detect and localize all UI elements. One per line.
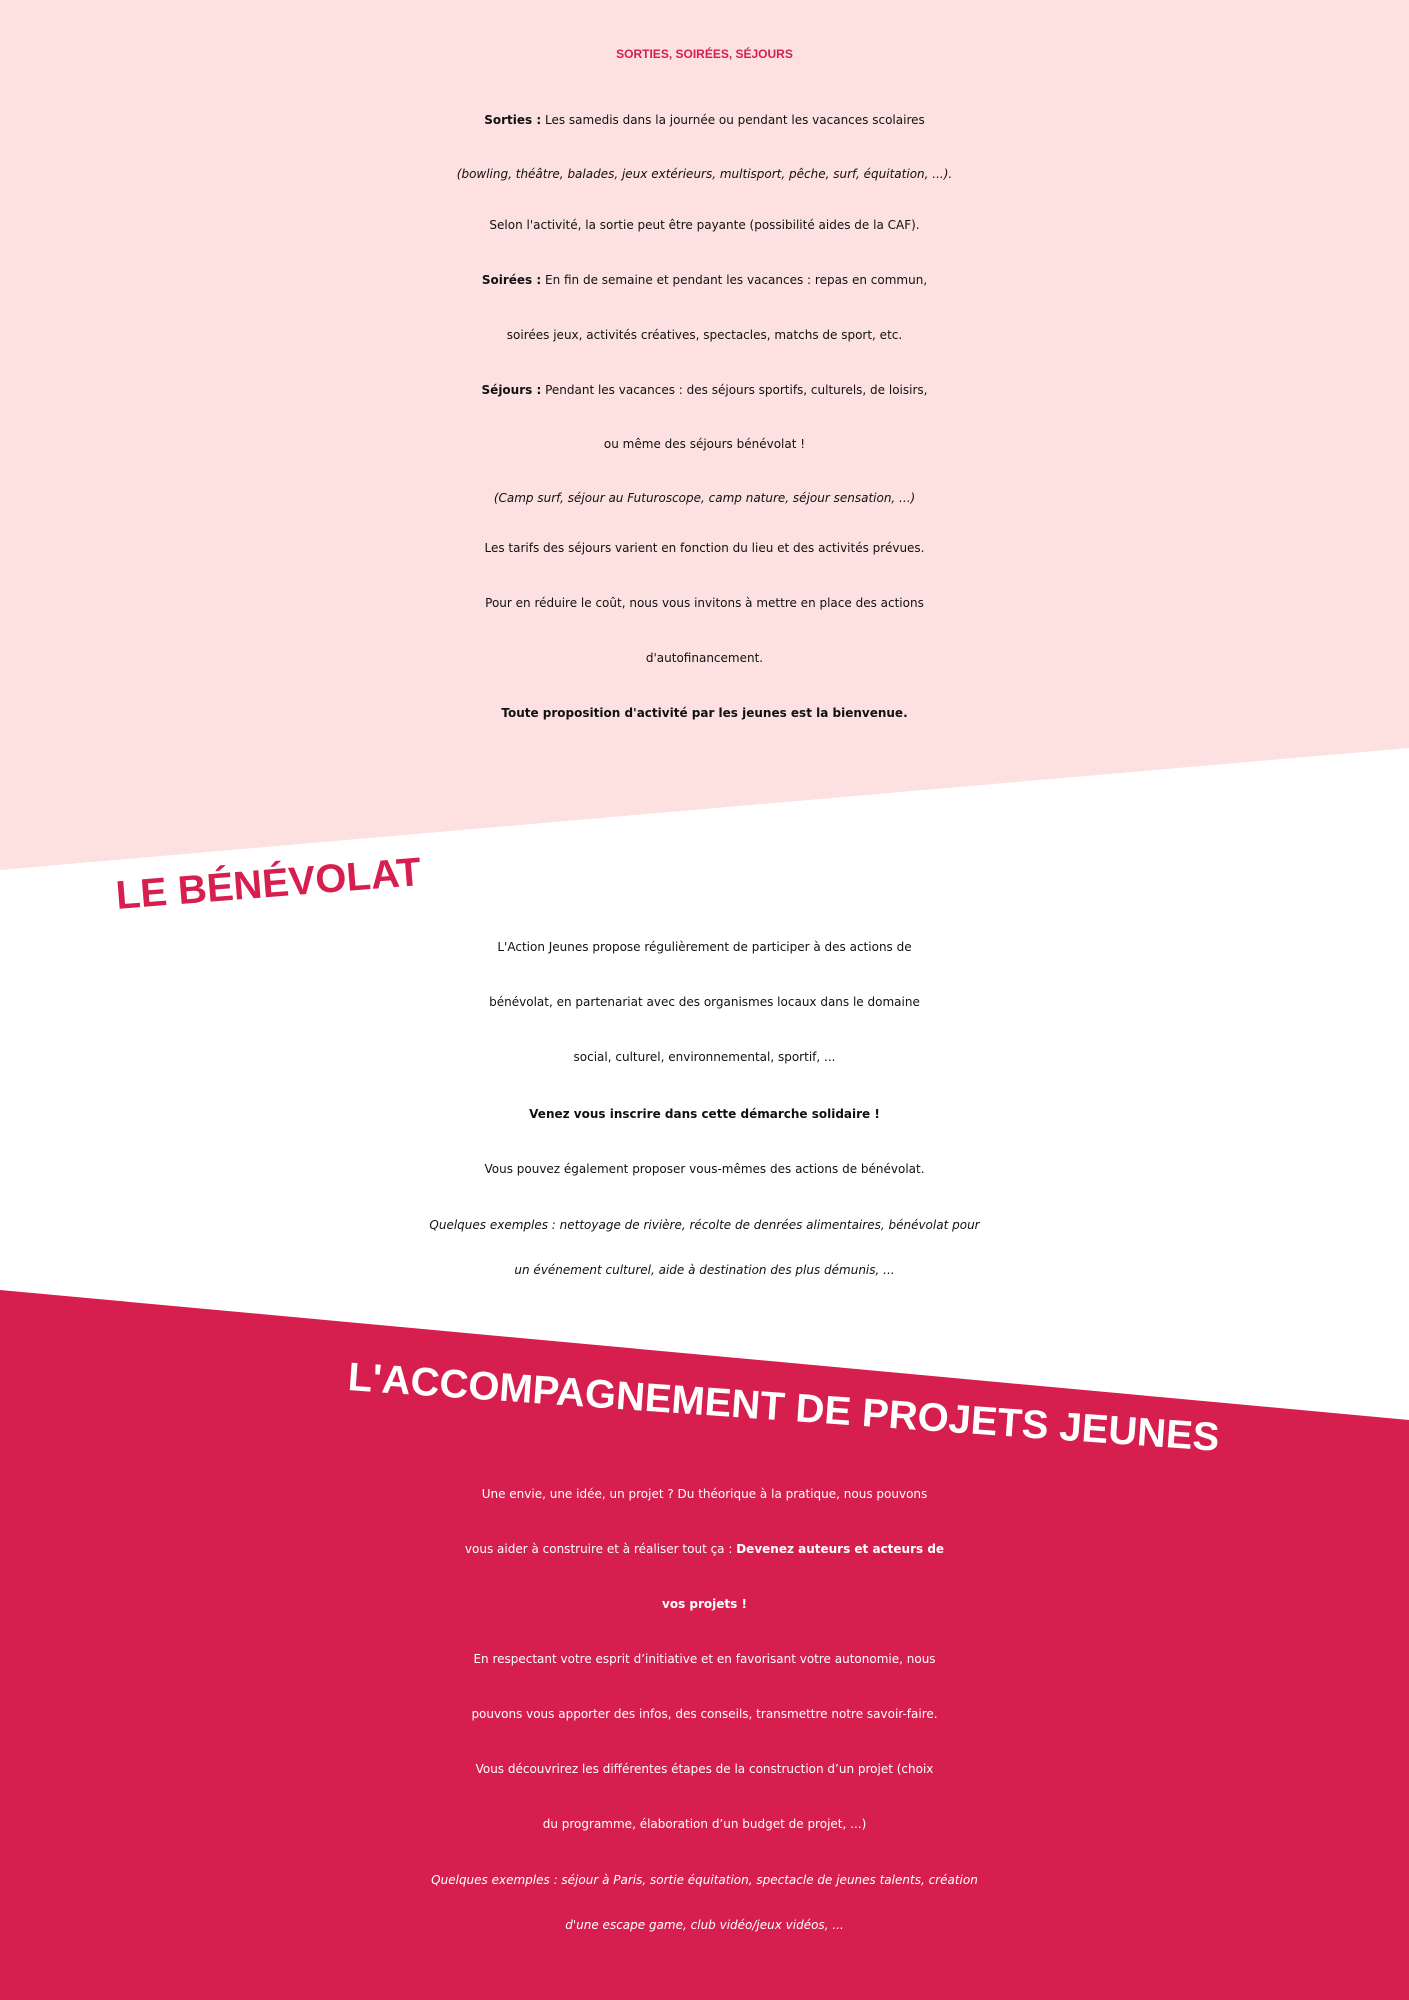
benevolat-text-4: Vous pouvez également proposer vous-mêmes des actions de bénévolat. bbox=[484, 1162, 925, 1176]
projets-text-3: vos projets ! bbox=[662, 1597, 747, 1611]
soirees-line bbox=[0, 273, 1409, 287]
benevolat-examples-2: un événement culturel, aide à destination des plus démunis, ... bbox=[514, 1263, 895, 1277]
tarifs-line-3: d'autofinancement. bbox=[645, 651, 764, 665]
projets-text-2a: vous aider à construire et à réaliser tout ça : bbox=[464, 1542, 737, 1556]
proposition-statement: Toute proposition d'activité par les jeunes est la bienvenue. bbox=[501, 706, 908, 720]
tarifs-line-2: Pour en réduire le coût, nous vous invitons à mettre en place des actions bbox=[485, 596, 924, 610]
sejours-label: Séjours : bbox=[481, 383, 542, 397]
sejours-examples: (Camp surf, séjour au Futuroscope, camp nature, séjour sensation, ...) bbox=[493, 491, 916, 505]
benevolat-title: LE BÉNÉVOLAT bbox=[114, 850, 423, 918]
benevolat-cta: Venez vous inscrire dans cette démarche solidaire ! bbox=[529, 1107, 880, 1121]
benevolat-text-2: bénévolat, en partenariat avec des organismes locaux dans le domaine bbox=[489, 995, 920, 1009]
projets-text-1: Une envie, une idée, un projet ? Du théorique à la pratique, nous pouvons bbox=[481, 1487, 928, 1501]
projets-text-7: du programme, élaboration d’un budget de projet, ...) bbox=[542, 1817, 867, 1831]
benevolat-examples-1: Quelques exemples : nettoyage de rivière, récolte de denrées alimentaires, bénévolat pour bbox=[429, 1218, 980, 1232]
projets-examples-2: d'une escape game, club vidéo/jeux vidéos, ... bbox=[565, 1918, 844, 1932]
projets-examples-1: Quelques exemples : séjour à Paris, sortie équitation, spectacle de jeunes talents, création bbox=[431, 1873, 978, 1887]
tarifs-line-1: Les tarifs des séjours varient en fonction du lieu et des activités prévues. bbox=[484, 541, 925, 555]
sorties-text: Les samedis dans la journée ou pendant les vacances scolaires bbox=[541, 113, 925, 127]
soirees-label: Soirées : bbox=[481, 273, 542, 287]
sorties-label: Sorties : bbox=[484, 113, 542, 127]
soirees-text-1: En fin de semaine et pendant les vacances : repas en commun, bbox=[541, 273, 928, 287]
benevolat-text-1: L'Action Jeunes propose régulièrement de participer à des actions de bbox=[497, 940, 912, 954]
sorties-line bbox=[0, 113, 1409, 127]
projets-line-2 bbox=[0, 1542, 1409, 1556]
pink-section-bg bbox=[0, 0, 1409, 870]
sorties-examples: (bowling, théâtre, balades, jeux extérieurs, multisport, pêche, surf, équitation, ...). bbox=[456, 167, 953, 181]
benevolat-text-3: social, culturel, environnemental, sportif, ... bbox=[573, 1050, 836, 1064]
soirees-text-2: soirées jeux, activités créatives, spectacles, matchs de sport, etc. bbox=[506, 328, 903, 342]
projets-text-5: pouvons vous apporter des infos, des conseils, transmettre notre savoir-faire. bbox=[471, 1707, 938, 1721]
projets-text-2b: Devenez auteurs et acteurs de bbox=[736, 1542, 945, 1556]
sejours-line bbox=[0, 383, 1409, 397]
sorties-title: SORTIES, SOIRÉES, SÉJOURS bbox=[616, 47, 793, 61]
sejours-text-1: Pendant les vacances : des séjours sportifs, culturels, de loisirs, bbox=[541, 383, 928, 397]
projets-text-6: Vous découvrirez les différentes étapes de la construction d’un projet (choix bbox=[475, 1762, 934, 1776]
projets-title: L'ACCOMPAGNEMENT DE PROJETS JEUNES bbox=[346, 1355, 1221, 1460]
sorties-note: Selon l'activité, la sortie peut être payante (possibilité aides de la CAF). bbox=[489, 218, 920, 232]
projets-text-4: En respectant votre esprit d’initiative et en favorisant votre autonomie, nous bbox=[473, 1652, 936, 1666]
sejours-text-2: ou même des séjours bénévolat ! bbox=[603, 437, 806, 451]
